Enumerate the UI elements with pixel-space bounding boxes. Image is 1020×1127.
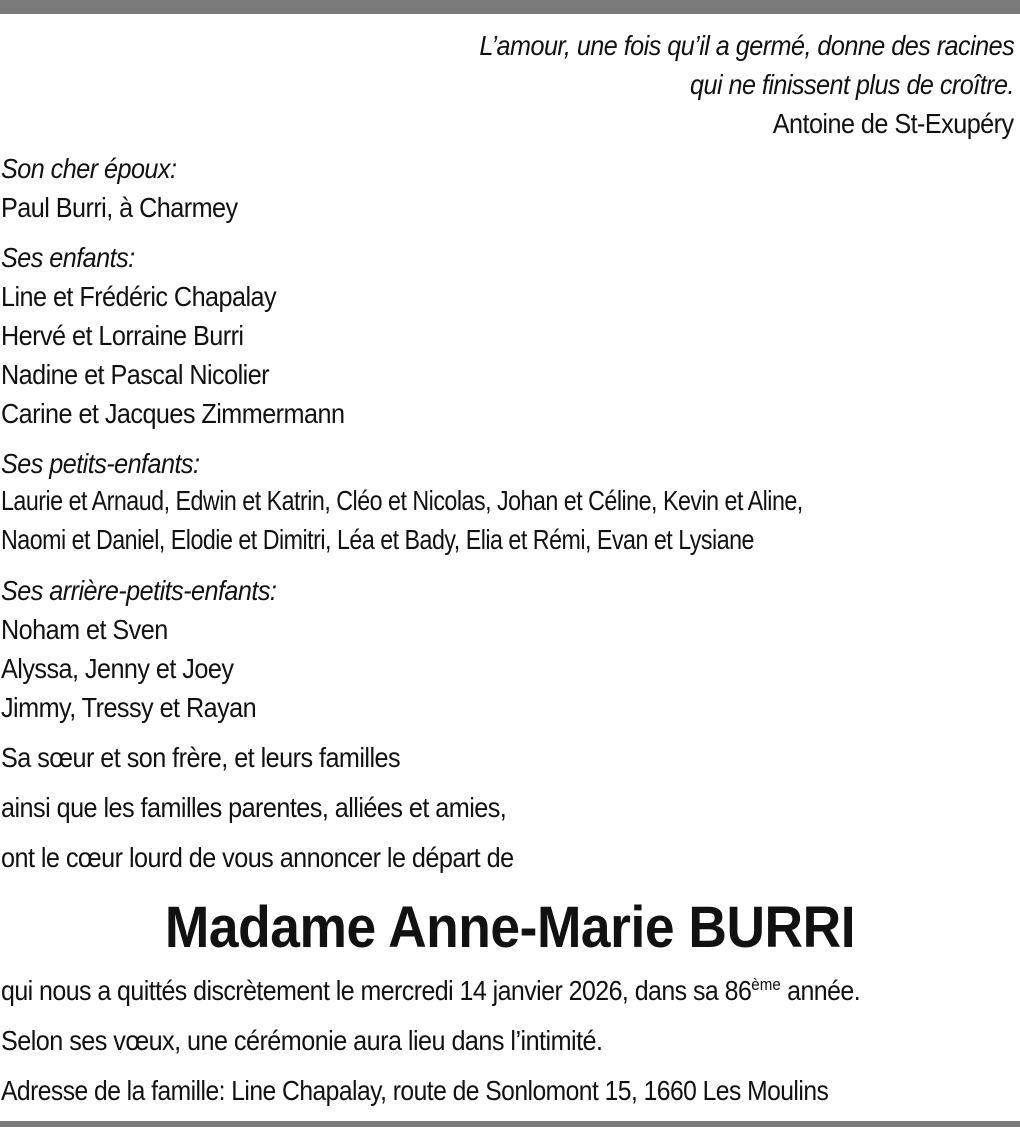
announcement-line-3: ont le cœur lourd de vous annoncer le départ de: [1, 842, 514, 873]
spouse-name: Paul Burri, à Charmey: [1, 192, 238, 223]
great-grandchild-line: Alyssa, Jenny et Joey: [1, 653, 234, 684]
quote-line-2: qui ne finissent plus de croître.: [690, 69, 1014, 100]
great-grandchild-line: Jimmy, Tressy et Rayan: [1, 692, 257, 723]
death-date-text: qui nous a quittés discrètement le mercredi 14 janvier 2026, dans sa 86: [1, 975, 752, 1006]
ceremony-line: Selon ses vœux, une cérémonie aura lieu dans l’intimité.: [1, 1025, 603, 1056]
child-line: Carine et Jacques Zimmermann: [1, 398, 345, 429]
child-line: Nadine et Pascal Nicolier: [1, 359, 270, 390]
child-line: Hervé et Lorraine Burri: [1, 320, 244, 351]
announcement-line-2: ainsi que les familles parentes, alliées et amies,: [1, 792, 507, 823]
grandchildren-heading: Ses petits-enfants:: [1, 448, 200, 479]
grandchildren-line: Laurie et Arnaud, Edwin et Katrin, Cléo et Nicolas, Johan et Céline, Kevin et Aline,: [1, 485, 803, 516]
family-address: Adresse de la famille: Line Chapalay, route de Sonlomont 15, 1660 Les Moulins: [1, 1075, 829, 1106]
death-date-line: [1, 974, 860, 1008]
great-grandchildren-heading: Ses arrière-petits-enfants:: [1, 575, 277, 606]
bottom-rule: [0, 1121, 1020, 1127]
child-line: Line et Frédéric Chapalay: [1, 281, 277, 312]
quote-author: Antoine de St-Exupéry: [773, 108, 1014, 139]
death-date-text-end: année.: [780, 975, 861, 1006]
spouse-heading: Son cher époux:: [1, 153, 177, 184]
ordinal-suffix: ème: [751, 975, 781, 994]
great-grandchild-line: Noham et Sven: [1, 614, 168, 645]
deceased-name: Madame Anne-Marie BURRI: [164, 895, 856, 960]
grandchildren-line: Naomi et Daniel, Elodie et Dimitri, Léa et Bady, Elia et Rémi, Evan et Lysiane: [1, 524, 754, 555]
announcement-line-1: Sa sœur et son frère, et leurs familles: [1, 742, 401, 773]
quote-line-1: L’amour, une fois qu’il a germé, donne des racines: [479, 30, 1014, 61]
children-heading: Ses enfants:: [1, 242, 135, 273]
